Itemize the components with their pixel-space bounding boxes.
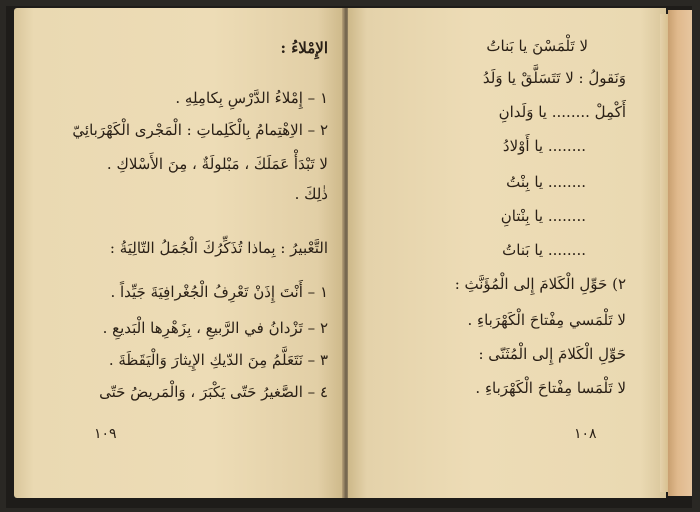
right-line-10: حَوِّلِ الْكَلامَ إِلى الْمُثَنّى : [478, 345, 626, 363]
right-line-2: وَنَقولُ : لا تَتَسَلَّقْ يا وَلَدُ [482, 69, 626, 87]
right-line-4: ........ يا أَوْلادُ [502, 137, 586, 155]
left-heading: الإِمْلاءُ : [280, 39, 328, 57]
left-line-3: لا تَبْدَأْ عَمَلَكَ ، مَبْلولَةٌ ، مِنَ الأَسْلاكِ . [106, 155, 328, 173]
right-page [348, 8, 666, 498]
right-line-9: لا تَلْمَسي مِفْتاحَ الْكَهْرَباءِ . [467, 311, 626, 329]
open-book [6, 6, 692, 508]
left-line-8: ٣ – نَتَعَلَّمُ مِنَ الدّيكِ الإِيثارَ وَالْيَقَظَةَ . [108, 351, 328, 369]
left-line-9: ٤ – الصَّغيرُ حَتّى يَكْبَرَ ، وَالْمَريضُ حَتّى [99, 383, 328, 401]
left-page-number: ١٠٩ [94, 426, 117, 442]
page-edge-inner [660, 14, 668, 492]
left-line-7: ٢ – تَزْدانُ في الرَّبيعِ ، بِزَهْرِها الْبَديعِ . [102, 319, 328, 337]
left-page [14, 8, 344, 498]
right-line-6: ........ يا بِنْتانِ [500, 207, 586, 225]
left-line-2: ٢ – الاِهْتِمامُ بِالْكَلِماتِ : الْمَجْرى الْكَهْرَبائِيّ [72, 121, 328, 139]
left-line-5: التَّعْبيرُ : بِماذا تُذَكِّرُكَ الْجُمَلُ التّالِيَةُ : [109, 239, 328, 257]
right-line-7: ........ يا بَناتُ [502, 241, 586, 259]
left-line-6: ١ – أَنْتَ إِذَنْ تَعْرِفُ الْجُغْرافِيَةَ جَيِّداً . [110, 283, 328, 301]
right-line-5: ........ يا بِنْتُ [506, 173, 586, 191]
right-line-8: ٢) حَوِّلِ الْكَلامَ إِلى الْمُؤَنَّثِ : [454, 275, 626, 293]
right-line-1: لا تَلْمَسْنَ يا بَناتُ [486, 37, 588, 55]
right-line-11: لا تَلْمَسا مِفْتاحَ الْكَهْرَباءِ . [475, 379, 626, 397]
right-page-number: ١٠٨ [574, 426, 597, 442]
page-edge [668, 10, 692, 496]
left-line-4: ذٰلِكَ . [294, 185, 328, 203]
right-line-3: أَكْمِلْ ........ يا وَلَدانِ [498, 103, 626, 121]
left-line-1: ١ – إِمْلاءُ الدَّرْسِ بِكامِلِهِ . [175, 89, 328, 107]
